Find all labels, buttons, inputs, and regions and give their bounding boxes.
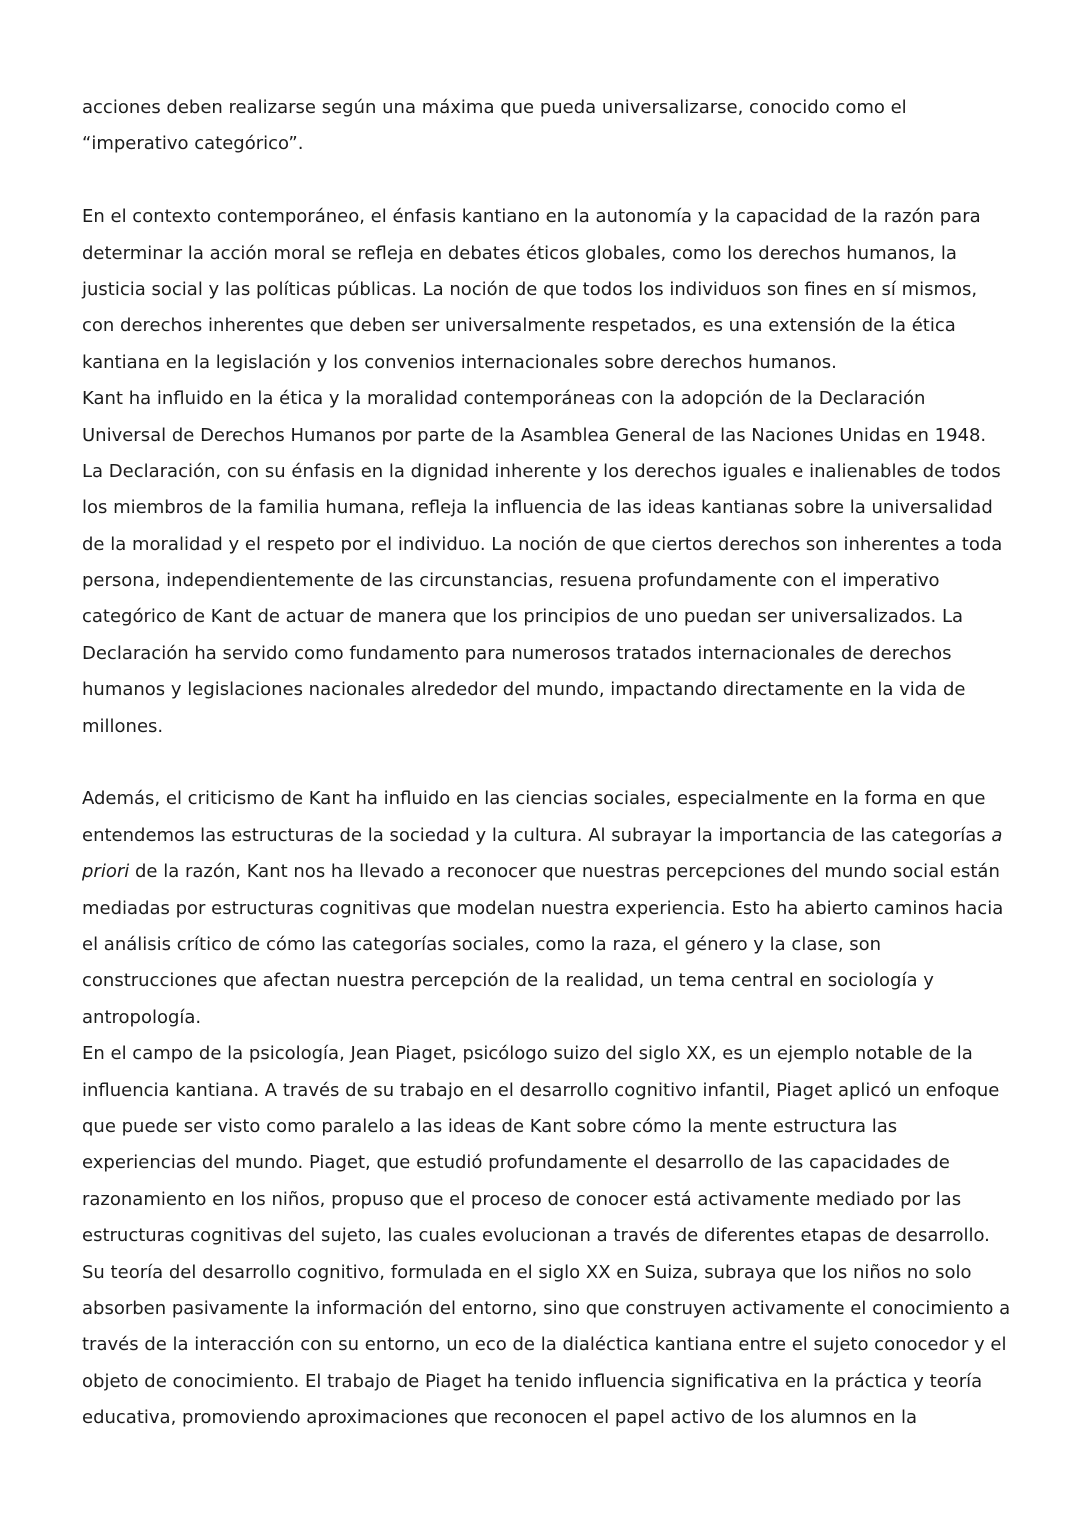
text-line: absorben pasivamente la información del entorno, sino que construyen activamente el conocimiento a: [82, 1297, 1011, 1319]
paragraph-gap: [82, 745, 1012, 781]
text-line: justicia social y las políticas públicas. La noción de que todos los individuos son fines en sí mismos,: [82, 278, 978, 300]
text-line: Declaración ha servido como fundamento para numerosos tratados internacionales de derechos: [82, 642, 952, 664]
italic-term: priori: [82, 861, 130, 883]
text-line: categórico de Kant de actuar de manera que los principios de uno puedan ser universalizados. La: [82, 606, 964, 628]
text-line: influencia kantiana. A través de su trabajo en el desarrollo cognitivo infantil, Piaget aplicó un enfoque: [82, 1079, 1000, 1101]
text-line: humanos y legislaciones nacionales alrededor del mundo, impactando directamente en la vida de: [82, 679, 966, 701]
text-line: con derechos inherentes que deben ser universalmente respetados, es una extensión de la ética: [82, 315, 956, 337]
paragraph-gap: [82, 163, 1012, 199]
text-line: los miembros de la familia humana, refleja la influencia de las ideas kantianas sobre la universalidad: [82, 497, 993, 519]
text-line: La Declaración, con su énfasis en la dignidad inherente y los derechos iguales e inalienables de todos: [82, 460, 1001, 482]
text-line: objeto de conocimiento. El trabajo de Piaget ha tenido influencia significativa en la práctica y teoría: [82, 1370, 983, 1392]
italic-term: a: [991, 824, 1003, 846]
text-line: experiencias del mundo. Piaget, que estudió profundamente el desarrollo de las capacidades de: [82, 1152, 950, 1174]
text-line: millones.: [82, 715, 164, 737]
text-line: “imperativo categórico”.: [82, 133, 304, 155]
text-line: [82, 854, 1012, 890]
text-line: razonamiento en los niños, propuso que el proceso de conocer está activamente mediado por las: [82, 1188, 962, 1210]
text-line: el análisis crítico de cómo las categorías sociales, como la raza, el género y la clase, son: [82, 933, 882, 955]
paragraph: [82, 381, 1012, 745]
text-line: construcciones que afectan nuestra percepción de la realidad, un tema central en sociología y: [82, 970, 934, 992]
text-line: que puede ser visto como paralelo a las ideas de Kant sobre cómo la mente estructura las: [82, 1115, 898, 1137]
text-fragment: entendemos las estructuras de la sociedad y la cultura. Al subrayar la importancia de las categorías: [82, 824, 992, 846]
text-line: antropología.: [82, 1006, 202, 1028]
text-line: Su teoría del desarrollo cognitivo, formulada en el siglo XX en Suiza, subraya que los niños no solo: [82, 1261, 972, 1283]
text-fragment: de la razón, Kant nos ha llevado a reconocer que nuestras percepciones del mundo social están: [129, 861, 1000, 883]
text-line: través de la interacción con su entorno, un eco de la dialéctica kantiana entre el sujeto conocedor y el: [82, 1334, 1007, 1356]
text-line: Universal de Derechos Humanos por parte de la Asamblea General de las Naciones Unidas en 1948.: [82, 424, 987, 446]
text-line: persona, independientemente de las circunstancias, resuena profundamente con el imperativo: [82, 570, 940, 592]
text-line: En el campo de la psicología, Jean Piaget, psicólogo suizo del siglo XX, es un ejemplo notable de la: [82, 1043, 973, 1065]
text-line: estructuras cognitivas del sujeto, las cuales evolucionan a través de diferentes etapas de desarrollo.: [82, 1225, 990, 1247]
text-line: Además, el criticismo de Kant ha influido en las ciencias sociales, especialmente en la forma en que: [82, 788, 986, 810]
text-line: de la moralidad y el respeto por el individuo. La noción de que ciertos derechos son inherentes a toda: [82, 533, 1003, 555]
text-line: Kant ha influido en la ética y la moralidad contemporáneas con la adopción de la Declaración: [82, 388, 926, 410]
paragraph: [82, 1036, 1012, 1436]
paragraph: [82, 90, 1012, 163]
text-line: mediadas por estructuras cognitivas que modelan nuestra experiencia. Esto ha abierto caminos hacia: [82, 897, 1004, 919]
text-line: kantiana en la legislación y los convenios internacionales sobre derechos humanos.: [82, 351, 837, 373]
text-line: educativa, promoviendo aproximaciones que reconocen el papel activo de los alumnos en la: [82, 1407, 917, 1429]
text-line: determinar la acción moral se refleja en debates éticos globales, como los derechos humanos, la: [82, 242, 957, 264]
text-line: En el contexto contemporáneo, el énfasis kantiano en la autonomía y la capacidad de la razón para: [82, 206, 981, 228]
paragraph: [82, 781, 1012, 1036]
document-page: [82, 90, 1012, 1436]
text-line: acciones deben realizarse según una máxima que pueda universalizarse, conocido como el: [82, 97, 907, 118]
text-line: [82, 818, 1012, 854]
paragraph: [82, 199, 1012, 381]
